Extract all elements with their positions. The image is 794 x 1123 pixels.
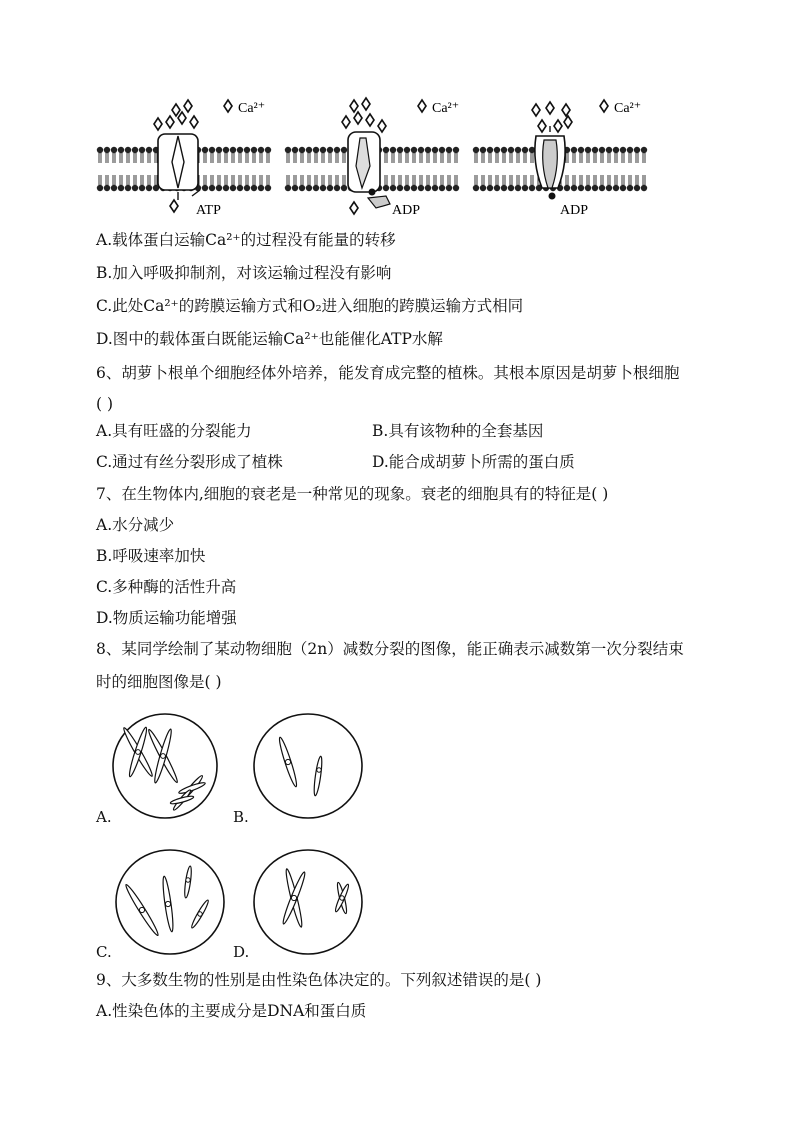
- q7-stem: 7、在生物体内,细胞的衰老是一种常见的现象。衰老的细胞具有的特征是( ): [96, 485, 609, 503]
- q5-option-c: C.此处Ca²⁺的跨膜运输方式和O₂进入细胞的跨膜运输方式相同: [96, 297, 524, 315]
- ion-label-3: Ca²⁺: [614, 101, 642, 116]
- q5-option-a: A.载体蛋白运输Ca²⁺的过程没有能量的转移: [96, 231, 396, 249]
- cell-diagram-a: [108, 712, 226, 820]
- q8-stem-continued: 时的细胞图像是( ): [96, 673, 222, 691]
- membrane-transport-figure: [96, 92, 676, 222]
- cell-diagram-c: [108, 848, 226, 956]
- q5-option-d: D.图中的载体蛋白既能运输Ca²⁺也能催化ATP水解: [96, 330, 443, 348]
- q6-option-a: A.具有旺盛的分裂能力: [96, 422, 252, 440]
- ion-label-2: Ca²⁺: [432, 101, 460, 116]
- cell-diagram-d: [248, 848, 366, 956]
- energy-label-2: ADP: [392, 203, 421, 218]
- energy-label-1: ATP: [196, 203, 221, 218]
- ion-label-1: Ca²⁺: [238, 101, 266, 116]
- cell-label-d: D.: [233, 943, 250, 961]
- cell-diagram-b: [248, 712, 366, 820]
- q6-option-c: C.通过有丝分裂形成了植株: [96, 453, 283, 471]
- q7-option-a: A.水分减少: [96, 516, 175, 534]
- energy-label-3: ADP: [560, 203, 589, 218]
- q7-option-d: D.物质运输功能增强: [96, 609, 237, 627]
- cell-label-b: B.: [233, 808, 249, 826]
- membrane-panel-3: [473, 100, 647, 218]
- cell-label-c: C.: [96, 943, 112, 961]
- q8-stem: 8、某同学绘制了某动物细胞（2n）减数分裂的图像，能正确表示减数第一次分裂结束: [96, 640, 684, 658]
- q7-option-b: B.呼吸速率加快: [96, 547, 206, 565]
- q5-option-b: B.加入呼吸抑制剂，对该运输过程没有影响: [96, 264, 392, 282]
- cell-label-a: A.: [96, 808, 112, 826]
- q9-stem: 9、大多数生物的性别是由性染色体决定的。下列叙述错误的是( ): [96, 971, 542, 989]
- q9-option-a: A.性染色体的主要成分是DNA和蛋白质: [96, 1002, 367, 1020]
- membrane-panel-2: [285, 98, 459, 218]
- q7-option-c: C.多种酶的活性升高: [96, 578, 237, 596]
- q6-option-d: D.能合成胡萝卜所需的蛋白质: [372, 453, 575, 471]
- q6-stem: 6、胡萝卜根单个细胞经体外培养，能发育成完整的植株。其根本原因是胡萝卜根细胞: [96, 364, 680, 382]
- membrane-panel-1: [97, 100, 271, 218]
- q6-blank: ( ): [96, 395, 114, 413]
- q6-option-b: B.具有该物种的全套基因: [372, 422, 544, 440]
